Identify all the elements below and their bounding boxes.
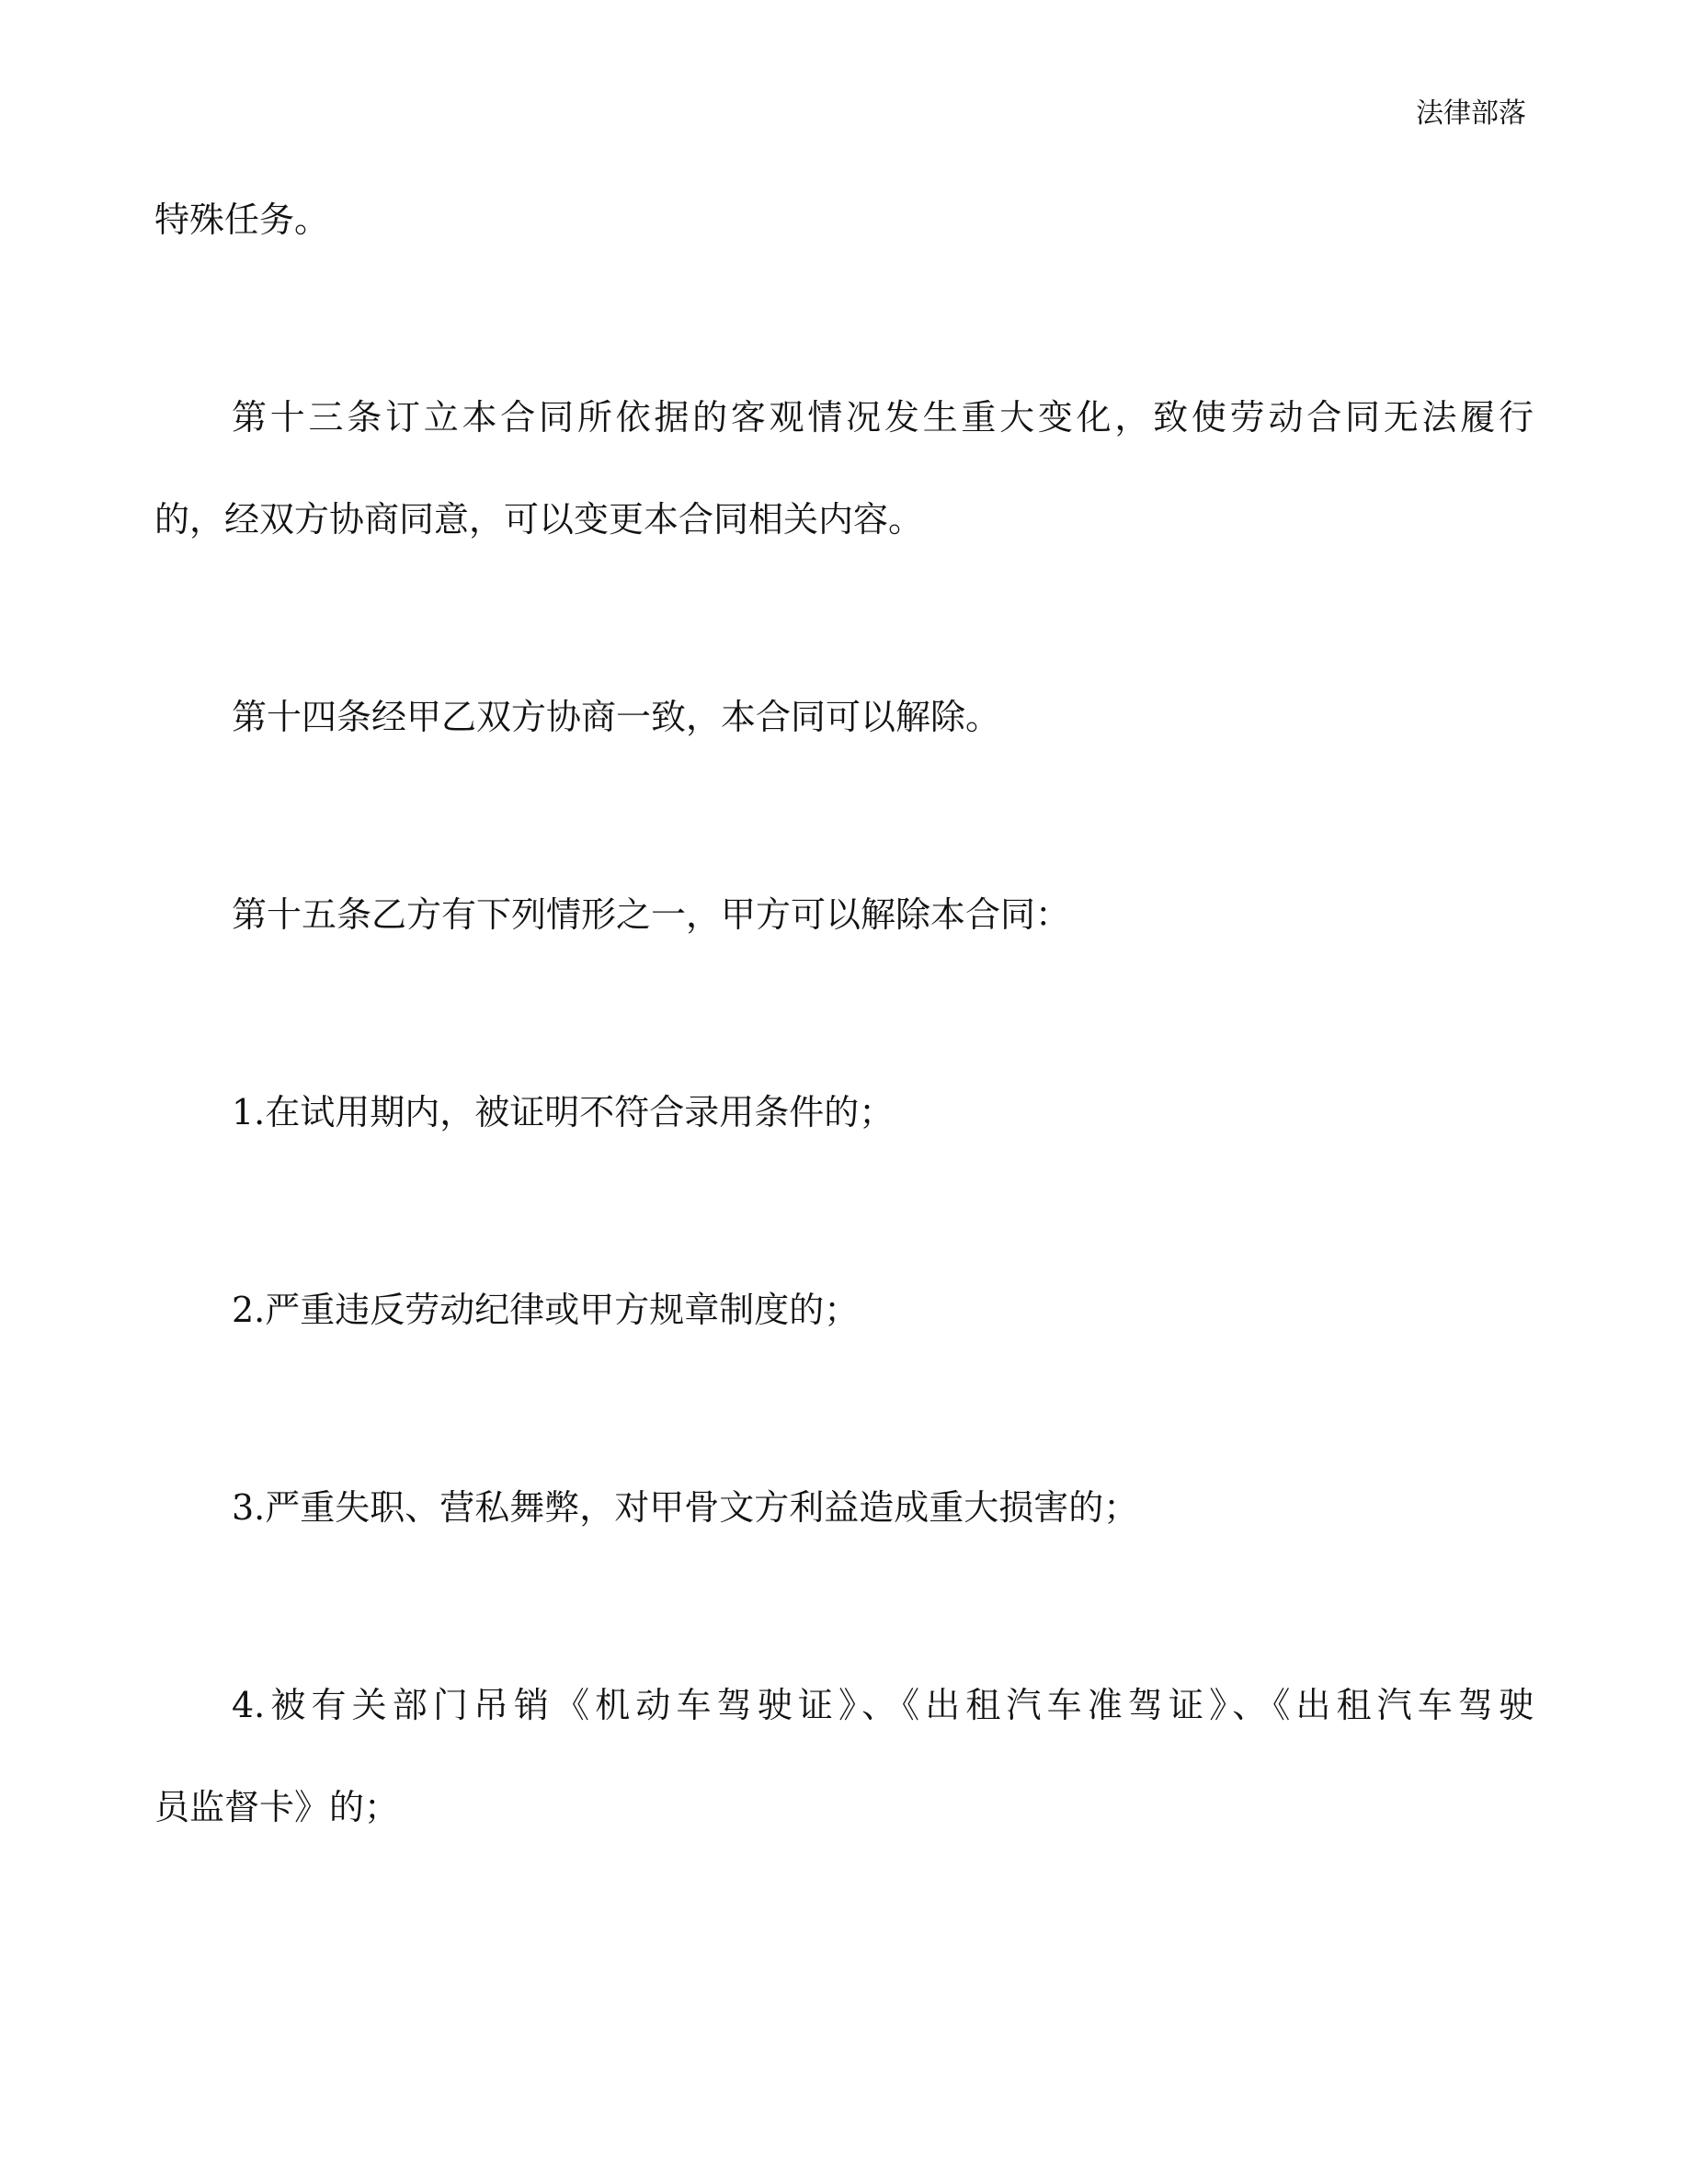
list-item-2: 2.严重违反劳动纪律或甲方规章制度的； xyxy=(232,1290,860,1330)
page-header: 法律部落 xyxy=(1416,97,1526,130)
article-15: 第十五条乙方有下列情形之一，甲方可以解除本合同： xyxy=(232,894,1071,935)
list-item-4-line-2: 员监督卡》的； xyxy=(154,1787,400,1827)
article-14: 第十四条经甲乙双方协商一致，本合同可以解除。 xyxy=(232,697,1001,737)
list-item-3: 3.严重失职、营私舞弊，对甲骨文方利益造成重大损害的； xyxy=(232,1487,1139,1528)
article-13-line-1: 第十三条订立本合同所依据的客观情况发生重大变化，致使劳动合同无法履行 xyxy=(232,397,1534,438)
list-item-4-line-1: 4.被有关部门吊销《机动车驾驶证》、《出租汽车准驾证》、《出租汽车驾驶 xyxy=(232,1685,1534,1725)
article-13-line-2: 的，经双方协商同意，可以变更本合同相关内容。 xyxy=(154,499,924,540)
paragraph-line-1: 特殊任务。 xyxy=(154,199,330,240)
list-item-1: 1.在试用期内，被证明不符合录用条件的； xyxy=(232,1092,895,1132)
